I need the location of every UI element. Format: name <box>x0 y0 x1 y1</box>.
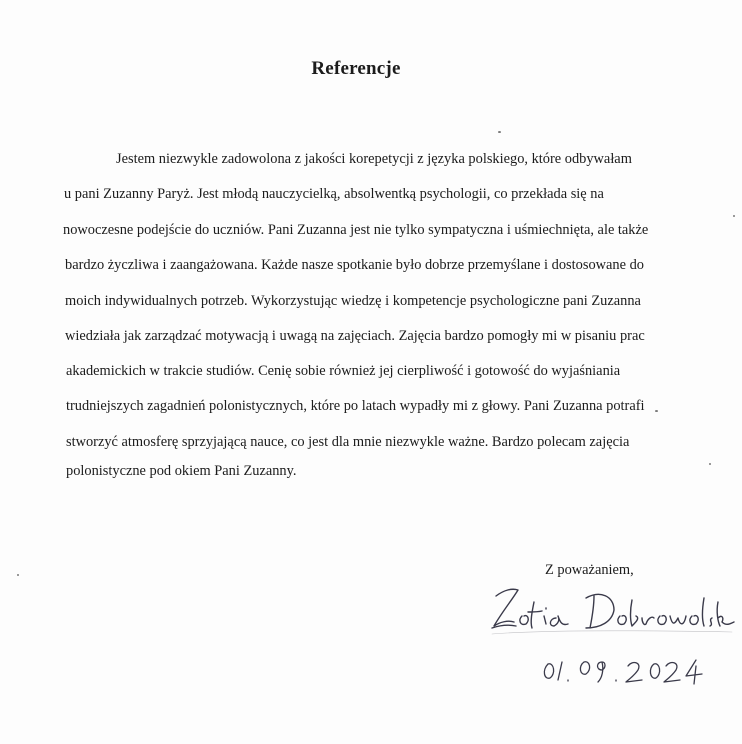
body-line: polonistyczne pod okiem Pani Zuzanny. <box>66 463 297 479</box>
body-line: u pani Zuzanny Paryż. Jest młodą nauczycielką, absolwentką psychologii, co przekłada się na <box>64 186 604 202</box>
body-line: nowoczesne podejście do uczniów. Pani Zuzanna jest nie tylko sympatyczna i uśmiechnięta, ale także <box>63 222 649 238</box>
scan-speck <box>498 131 501 133</box>
handwritten-signature <box>482 582 742 692</box>
body-line: wiedziała jak zarządzać motywacją i uwagą na zajęciach. Zajęcia bardzo pomogły mi w pisaniu prac <box>65 328 645 344</box>
body-line: moich indywidualnych potrzeb. Wykorzystując wiedzę i kompetencje psychologiczne pani Zuzanna <box>65 293 641 309</box>
body-line: trudniejszych zagadnień polonistycznych, które po latach wypadły mi z głowy. Pani Zuzanna potrafi <box>66 398 645 414</box>
body-line: bardzo życzliwa i zaangażowana. Każde nasze spotkanie było dobrze przemyślane i dostosowane do <box>65 257 644 273</box>
scan-speck <box>709 463 711 465</box>
scan-speck <box>17 574 19 576</box>
document-title: Referencje <box>311 58 401 79</box>
body-line: Jestem niezwykle zadowolona z jakości korepetycji z języka polskiego, które odbywałam <box>116 151 632 167</box>
scan-speck <box>655 410 658 412</box>
body-line: akademickich w trakcie studiów. Cenię sobie również jej cierpliwość i gotowość do wyjaśniania <box>66 363 621 379</box>
scan-speck <box>733 215 735 217</box>
body-line: stworzyć atmosferę sprzyjającą nauce, co jest dla mnie niezwykle ważne. Bardzo polecam zajęcia <box>66 434 630 450</box>
closing-salutation: Z poważaniem, <box>545 562 634 578</box>
